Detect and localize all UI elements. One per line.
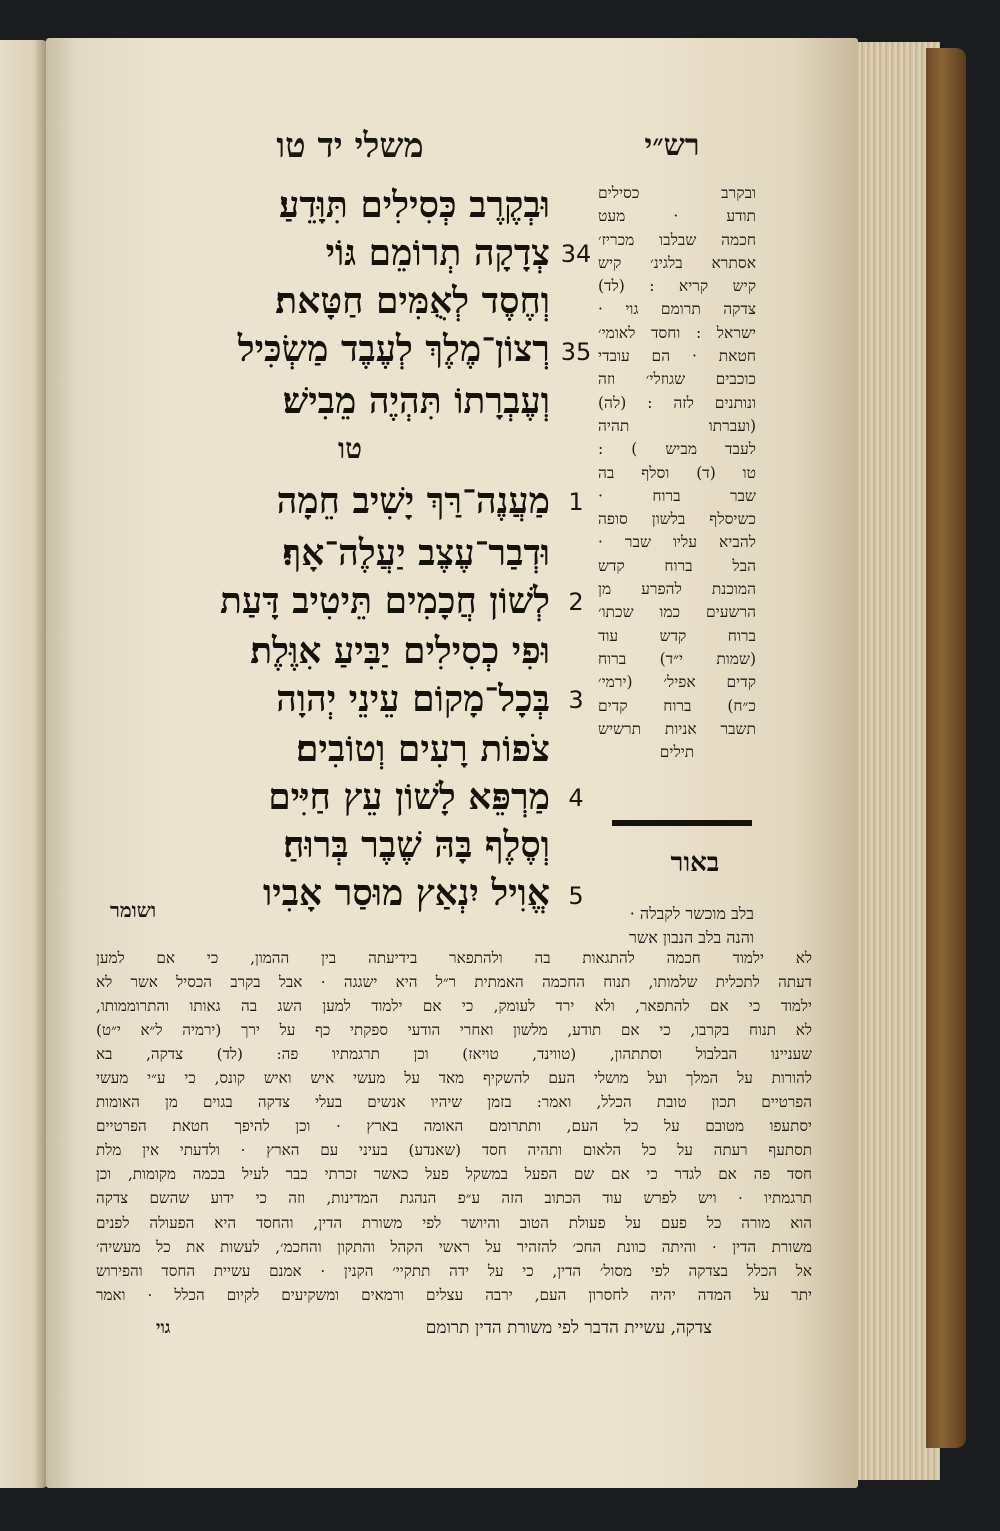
beur-line: לא ילמוד חכמה להתגאות בה ולהתפאר בידיעתה בין ההמון, כי אם למען xyxy=(96,949,812,967)
beur-line: יסתעפו מטובם על כל העם, ותתרומם האומה בארץ · וכן להיפך חטאת הפרטיים xyxy=(96,1117,812,1136)
rashi-line: חכמה שבלבו מכריז׳ xyxy=(598,230,756,249)
beur-line: לא תנוח בקרבו, כי אם תודע, מלשון ואחרי הודעי ספקתי כף על ירך (ירמיה ל״א י״ט) xyxy=(96,1021,812,1040)
verse-line: מַרְפֵּא לָשׁוֹן עֵץ חַיִּים xyxy=(268,776,550,818)
rashi-line: כוכבים שגוזלי׳ וזה xyxy=(598,370,756,389)
beur-intro-line: והנה בלב הנבון אשר xyxy=(629,928,754,947)
verse-line: וּפִי כְסִילִים יַבִּיעַ אִוֶּלֶת׃ xyxy=(250,630,550,672)
beur-line: ילמוד כי אם להתפאר, ולא ירד לעומק, כי אם ילמוד למען השג בה גאותו והתרוממותו, xyxy=(96,997,812,1016)
rashi-line: להביא עליו שבר · xyxy=(598,533,756,552)
verse-line: וְחֶסֶד לְאֻמִּים חַטָּאת׃ xyxy=(275,280,550,322)
verse-line: צֹפוֹת רָעִים וְטוֹבִים׃ xyxy=(295,728,550,770)
rashi-commentary xyxy=(598,182,756,764)
verse-number: 35 xyxy=(560,338,592,366)
verse-line: צְדָקָה תְרוֹמֵם גּוֹי xyxy=(325,232,550,274)
rashi-line: שבר ברוח · xyxy=(598,486,756,505)
rashi-line: תילים xyxy=(659,743,695,762)
rashi-line: צדקה תרומם גוי · xyxy=(598,300,756,319)
rashi-line: (שמות י״ד) ברוח xyxy=(598,649,756,668)
beur-intro-line: בלב מוכשר לקבלה · xyxy=(629,904,754,923)
beur-line: תרגמתיו · ויש לפרש עוד הכתוב הזה ע״פ הנהגת המדינות, וזה כי ידוע שהשם צדקה xyxy=(96,1189,812,1208)
rashi-line: ובקרב כסילים xyxy=(598,184,756,202)
verse-line: וּדְבַר־עֶצֶב יַעֲלֶה־אָף׃ xyxy=(282,532,550,574)
rashi-line: חטאת · הם עובדי xyxy=(598,347,756,366)
chapter-heading: טו xyxy=(337,432,363,465)
beur-line: חסד פה אם לגדר כי אם שם הפעל במשקל פעל כאשר זכרתי כבר לעיל בכמה מקומות, וכן xyxy=(96,1165,812,1184)
beur-last-line: צדקה, עשיית הדבר לפי משורת הדין תרומם xyxy=(425,1318,712,1338)
rashi-line: כ״ח) ברוח קדים xyxy=(598,696,756,715)
verse-number: 2 xyxy=(568,588,584,616)
rashi-line: אסתרא בלגינ׳ קיש xyxy=(598,253,756,272)
beur-line: יתר על המדה יהיה לחסרון העם, ירבה עצלים ורמאים ומשקיעים לקיום הכלל · ואמר xyxy=(96,1285,812,1304)
beur-line: משורת הדין · והיתה כוונת החכ׳ להזהיר על ראשי הקהל והתקון והחכמ׳, לעשות את כל מעשיה׳ xyxy=(96,1237,812,1256)
verse-line: וְעֶבְרָתוֹ תִּהְיֶה מֵבִישׁ׃ xyxy=(282,380,550,422)
verse-line: וּבְקֶרֶב כְּסִילִים תִּוָּדֵעַ׃ xyxy=(278,184,550,226)
rashi-line: ונותנים לזה : (לה) xyxy=(598,393,756,412)
beur-commentary xyxy=(96,946,812,1307)
rashi-line: הבל ברוח קדש xyxy=(598,556,756,575)
verse-catchword: ושומר xyxy=(110,898,157,922)
beur-line: דעתה לתכלית שלמותו, תנוח החכמה האמתית ר״ל היא ישגגה · אבל בקרב הכסיל אשר לא xyxy=(96,973,812,992)
rashi-line: טו (ד) וסלף בה xyxy=(598,463,756,482)
rashi-line: ישראל : וחסד לאומי׳ xyxy=(598,323,756,342)
verse-number: 1 xyxy=(568,488,584,516)
beur-line: שעניינו הבלבול וסתתהון, (טווינד, טויאז) וכן תרגמתיו פה: (לד) צדקה, בא xyxy=(96,1045,812,1064)
beur-line: הפרטיים תכון טובת הכלל, ואמר: בזמן שיהיו אנשים בעלי צדקה בגוים מן האומות xyxy=(96,1093,812,1112)
verse-number: 34 xyxy=(560,240,592,268)
verse-line: וְסֶלֶף בָּהּ שֶׁבֶר בְּרוּחַ׃ xyxy=(283,824,550,866)
commentary-title: רש״י xyxy=(644,128,700,163)
verse-number: 3 xyxy=(568,686,584,714)
rashi-line: תודע · מעט xyxy=(598,207,756,226)
beur-line: תסתעף רעתה על כל הלאום ותהיה חסד (שאנדע) בעיני עם הארץ · ולדעתי אין מלת xyxy=(96,1141,812,1160)
verse-line: אֱוִיל יִנְאַץ מוּסַר אָבִיו xyxy=(262,872,550,914)
rashi-line: לעבד מביש ) : xyxy=(598,440,756,459)
verse-line: לְשׁוֹן חֲכָמִים תֵּיטִיב דָּעַת xyxy=(219,580,550,622)
verse-number: 4 xyxy=(568,784,584,812)
rashi-line: קיש קריא : (לד) xyxy=(598,277,756,296)
beur-line: הוא מורה כל פעם על פעולת הטוב והיושר לפי משורת הדין, והחסד היא הפעולה לפנים xyxy=(96,1213,812,1232)
rashi-line: קדים אפיל׳ (ירמי׳ xyxy=(598,673,756,692)
verse-line: בְּכָל־מָקוֹם עֵינֵי יְהוָה xyxy=(276,678,550,720)
section-divider xyxy=(612,820,752,826)
rashi-line: תשבר אניות תרשיש xyxy=(598,719,756,738)
beur-line: להורות על המלך ועל מושלי העם להשקיף מאד על מעשי איש ואיש קונס, כי ע״י מעשי xyxy=(96,1069,812,1088)
rashi-line: (ועברתו תהיה xyxy=(598,416,756,435)
page-catchword: גוי xyxy=(156,1318,171,1338)
verse-line: מַעֲנֶה־רַּךְ יָשִׁיב חֵמָה xyxy=(276,480,550,522)
rashi-line: ברוח קדש עוד xyxy=(598,626,756,645)
previous-page-edge xyxy=(0,40,48,1488)
beur-heading: באור xyxy=(670,848,720,878)
rashi-line: כשיסלף בלשון סופה xyxy=(598,510,756,529)
verse-line: רְצוֹן־מֶלֶךְ לְעֶבֶד מַשְׂכִּיל xyxy=(237,328,550,370)
rashi-line: המוכנת להפרע מן xyxy=(598,580,756,599)
verse-number: 5 xyxy=(568,882,584,910)
rashi-line: הרשעים כמו שכתו׳ xyxy=(598,603,756,622)
beur-line: אל הכלל בצדקה לפי מסול׳ הדין, כי על ידה תתקיי׳ הקנין · אמנם עשיית החסד והפירוש xyxy=(96,1261,812,1280)
running-title: משלי יד טו xyxy=(276,126,424,166)
book-cover-edge xyxy=(926,48,966,1448)
